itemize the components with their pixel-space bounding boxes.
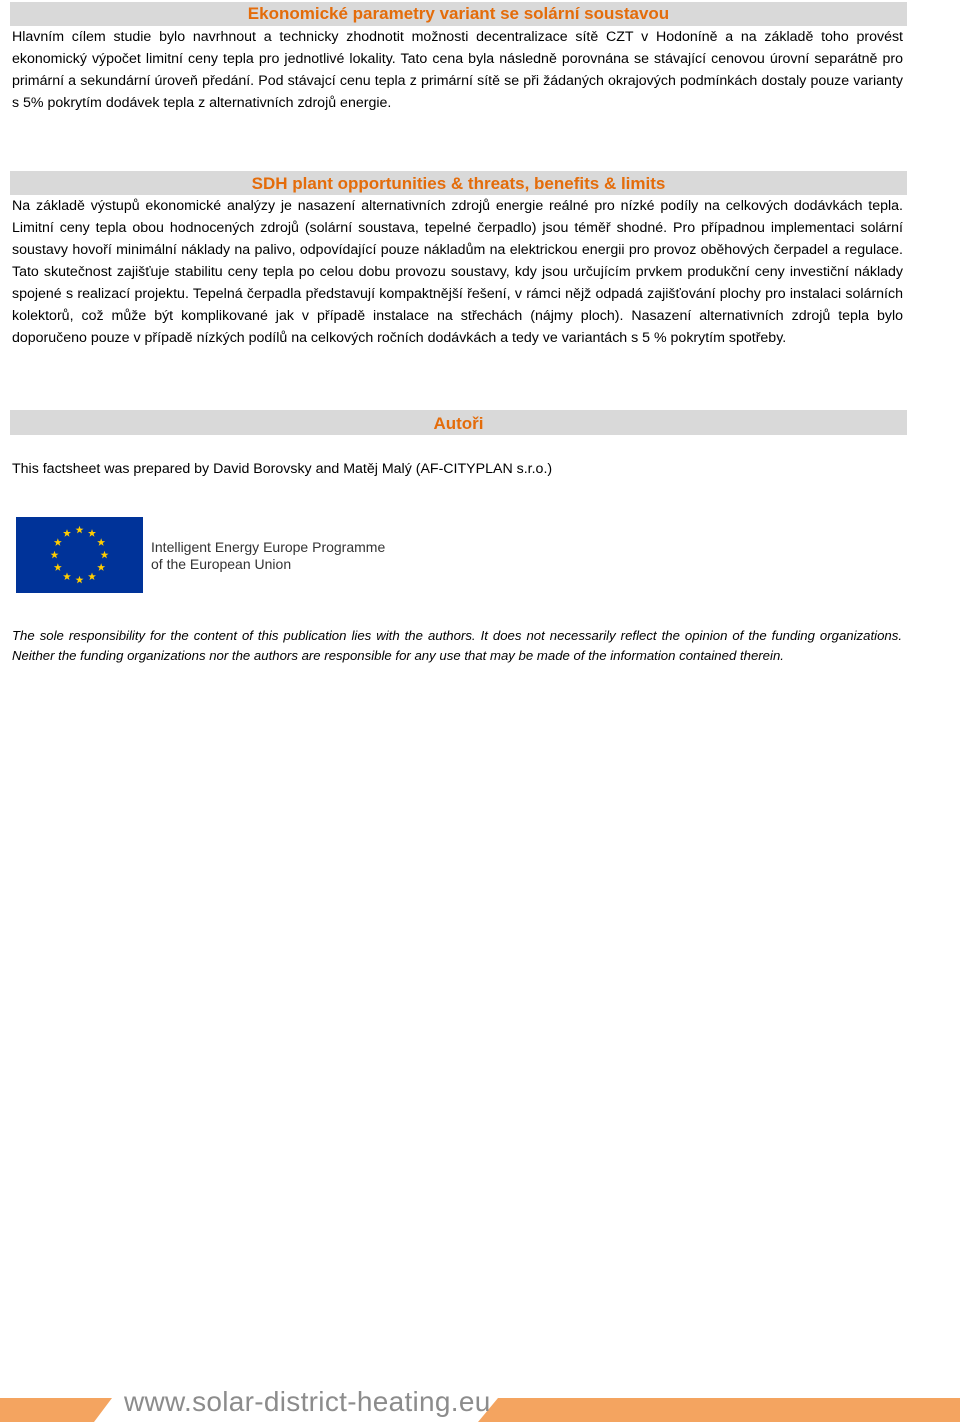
funding-programme	[151, 539, 385, 573]
disclaimer-text: The sole responsibility for the content of this publication lies with the authors. It does not necessarily reflect the opinion of the funding organizations. Neither the funding organizations nor the authors are responsible for any use that may be made of the information contained therein.	[12, 628, 902, 663]
section-text-economic: Hlavním cílem studie bylo navrhnout a technicky zhodnotit možnosti decentralizace sítě CZT v Hodoníně a na základě toho provést ekonomický výpočet limitní ceny tepla pro jednotlivé lokality. Tato cena byla následně porovnána se stávající cenovou úrovní separátně pro primární a sekundární úroveň předání. Pod stávajcí cenu tepla z primární sítě se při žádaných okrajových podmínkách dostaly pouze varianty s 5% pokrytím dodávek tepla z alternativních zdrojů energie.	[12, 29, 903, 111]
section-heading-authors: Autoři	[10, 410, 907, 435]
authors-text: This factsheet was prepared by David Borovsky and Matěj Malý (AF-CITYPLAN s.r.o.)	[12, 461, 553, 477]
footer-website-link[interactable]: www.solar-district-heating.eu	[124, 1386, 491, 1417]
programme-line-2: of the European Union	[151, 556, 292, 572]
section-text-opportunities: Na základě výstupů ekonomické analýzy je nasazení alternativních zdrojů energie reálné pro nízké podíly na celkových dodávkách tepla. Limitní ceny tepla obou hodnocených zdrojů (solární soustava, tepelné čerpadlo) jsou téměř shodné. Pro případnou implementaci solární soustavy hovoří minimální náklady na palivo, odpovídající pouze nákladům na elektrickou energii pro provoz oběhových čerpadel a regulace. Tato skutečnost zajišťuje stabilitu ceny tepla po celou dobu provozu soustavy, kdy jsou určujícím prvkem produkční ceny investiční náklady spojené s realizací projektu. Tepelná čerpadla představují kompaktnější řešení, v rámci nějž odpadá zajišťování plochy pro instalaci solárních kolektorů, což může být komplikované jak v případě instalace na střechách (nájmy ploch). Nasazení alternativních zdrojů tepla bylo doporučeno pouze v případě nízkých podílů na celkových ročních dodávkách a tedy ve variantách s 5 % pokrytím spotřeby.	[12, 198, 903, 346]
programme-line-1: Intelligent Energy Europe Programme	[151, 539, 386, 555]
section-heading-opportunities: SDH plant opportunities & threats, benefits & limits	[10, 171, 907, 195]
section-heading-economic: Ekonomické parametry variant se solární soustavou	[10, 2, 907, 26]
eu-flag-logo	[16, 517, 143, 593]
